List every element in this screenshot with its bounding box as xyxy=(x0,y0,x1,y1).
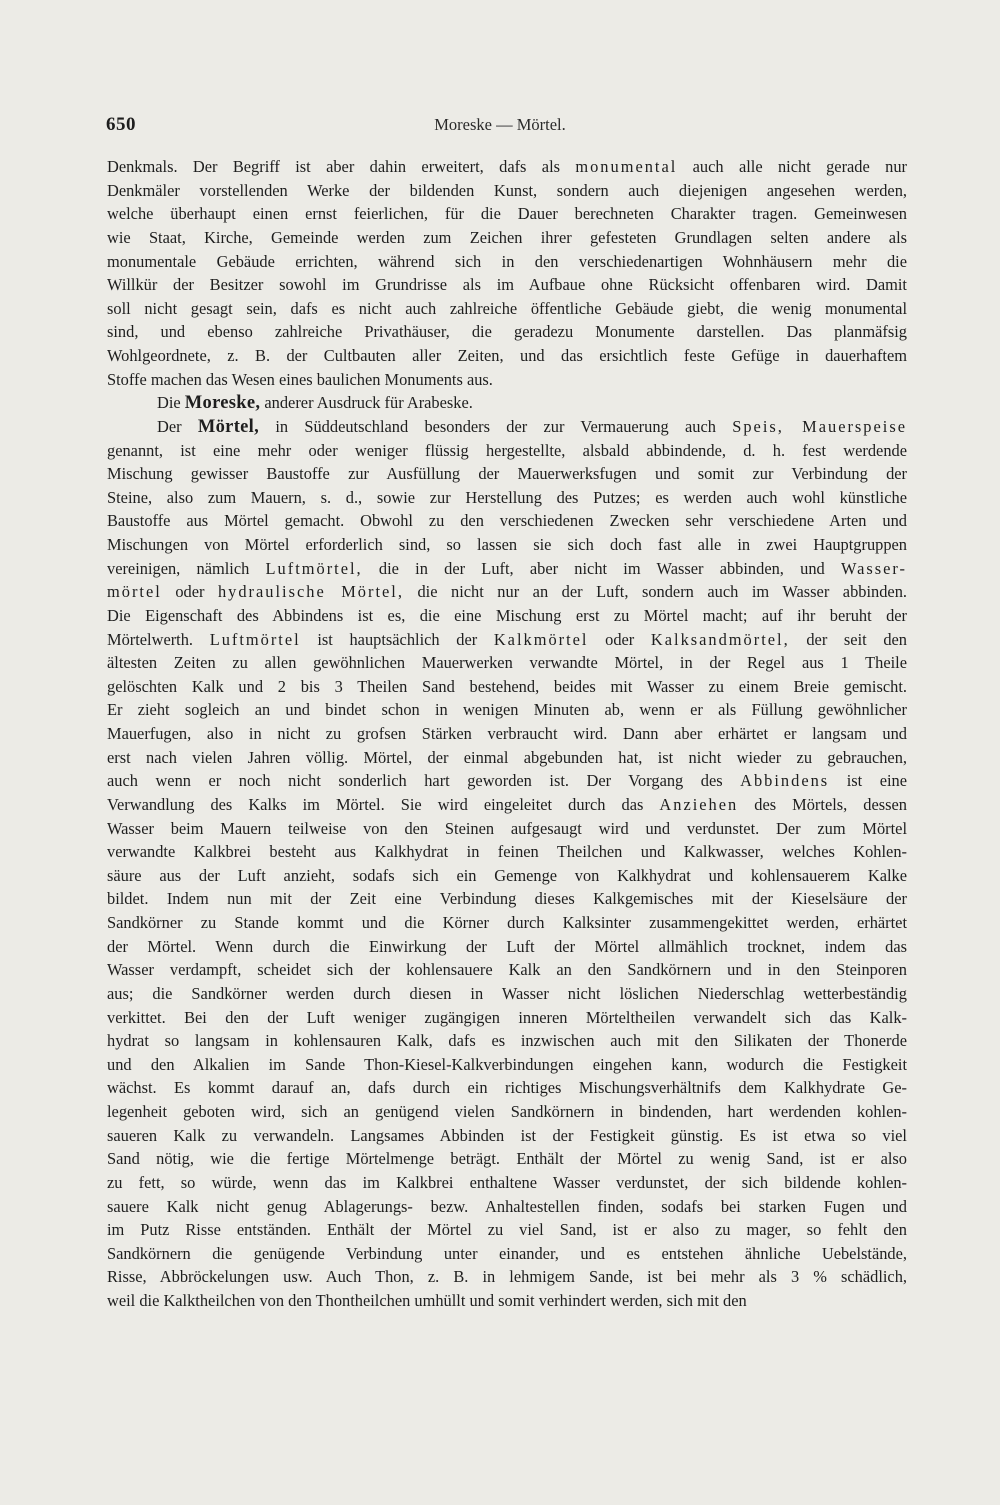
text-line xyxy=(107,651,907,675)
text-segment: die nicht nur an der Luft, sondern auch im Wasser abbinden. xyxy=(403,582,907,602)
text-segment: Wasser- xyxy=(840,558,907,578)
text-line xyxy=(107,1171,907,1195)
text-segment: Sandkörner zu Stande kommt und die Körner durch Kalksinter zusammengekittet werden, erhärtet xyxy=(107,913,907,932)
text-segment: Stoffe machen das Wesen eines baulichen Monuments aus. xyxy=(107,369,493,389)
running-head: Moreske — Mörtel. xyxy=(434,115,566,134)
text-segment: verkittet. Bei den der Luft weniger zugängigen inneren Mörteltheilen verwandelt sich das Kalk- xyxy=(107,1007,907,1027)
text-line xyxy=(107,297,907,321)
text-segment: Luftmörtel, xyxy=(265,558,363,578)
text-segment: Steine, also zum Mauern, s. d., sowie zur Herstellung des Putzes; es werden auch wohl künstliche xyxy=(107,487,907,507)
text-segment: Kalkmörtel xyxy=(493,629,589,649)
text-segment: Mörtel, xyxy=(197,416,260,437)
text-line xyxy=(107,1242,907,1266)
text-line xyxy=(107,793,907,817)
text-segment: Die xyxy=(157,393,185,413)
text-line xyxy=(107,250,907,274)
text-segment: Willkür der Besitzer sowohl im Grundrisse als im Aufbaue ohne Rücksicht offenbaren wird. Damit xyxy=(107,275,907,295)
text-segment: mörtel xyxy=(107,582,162,602)
text-line xyxy=(107,982,907,1006)
text-segment: soll nicht gesagt sein, dafs es nicht auch zahlreiche öffentliche Gebäude giebt, die wenig monumental xyxy=(107,298,907,318)
text-segment: oder xyxy=(161,582,218,602)
text-line xyxy=(107,320,907,344)
text-segment: Mauerfugen, also in nicht zu grofsen Stärken verbraucht wird. Dann aber erhärtet er langsam und xyxy=(107,724,907,743)
text-segment: Luftmörtel xyxy=(209,629,301,649)
text-segment: hydraulische Mörtel, xyxy=(217,582,404,602)
text-segment: saueren Kalk zu verwandeln. Langsames Abbinden ist der Festigkeit günstig. Es ist etwa so viel xyxy=(107,1125,907,1145)
text-segment: und den Alkalien im Sande Thon-Kiesel-Kalkverbindungen eingehen kann, wodurch die Festigkeit xyxy=(107,1054,907,1074)
text-segment: welche überhaupt einen ernst feierlichen, für die Dauer berechneten Charakter tragen. Gemeinwesen xyxy=(107,204,907,224)
text-segment: hydrat so langsam in kohlensauren Kalk, dafs es inzwischen auch mit den Silikaten der Thonerde xyxy=(107,1031,907,1051)
text-line xyxy=(107,533,907,557)
text-segment: monumentale Gebäude errichten, während sich in den verschiedenartigen Wohnhäusern mehr die xyxy=(107,251,907,271)
text-line xyxy=(107,202,907,226)
text-segment: verwandte Kalkbrei besteht aus Kalkhydrat in feinen Theilchen und Kalkwasser, welches Kohlen- xyxy=(107,842,907,862)
text-segment: Wasser verdampft, scheidet sich der kohlensauere Kalk an den Sandkörnern und in den Steinporen xyxy=(107,960,907,980)
text-line xyxy=(107,887,907,911)
text-segment: legenheit geboten wird, sich an genügend vielen Sandkörnern in bindenden, hart werdenden kohlen- xyxy=(107,1102,907,1121)
text-segment: Sand nötig, wie die fertige Mörtelmenge beträgt. Enthält der Mörtel zu wenig Sand, ist er also xyxy=(107,1149,907,1169)
text-segment: monumental xyxy=(575,157,678,176)
text-line xyxy=(107,462,907,486)
text-segment: wächst. Es kommt darauf an, dafs durch ein richtiges Mischungsverhältnifs dem Kalkhydrate Ge- xyxy=(107,1078,907,1098)
text-line xyxy=(107,391,907,415)
text-segment: ist eine xyxy=(829,771,907,791)
text-line xyxy=(107,1147,907,1171)
text-segment: im Putz Risse entständen. Enthält der Mörtel zu viel Sand, ist er also zu mager, so fehlt den xyxy=(107,1220,907,1240)
text-segment: Mischung gewisser Baustoffe zur Ausfüllung der Mauerwerksfugen und somit zur Verbindung der xyxy=(107,464,907,484)
text-segment: Baustoffe aus Mörtel gemacht. Obwohl zu den verschiedenen Zwecken sehr verschiedene Arten und xyxy=(107,511,907,531)
text-line xyxy=(107,1289,907,1313)
text-line xyxy=(107,557,907,581)
text-segment: Die Eigenschaft des Abbindens ist es, die eine Mischung erst zu Mörtel macht; auf ihr beruht der xyxy=(107,605,907,625)
text-segment: vereinigen, nämlich xyxy=(107,558,266,578)
text-line xyxy=(107,1100,907,1124)
text-segment: Sandkörnern die genügende Verbindung unter einander, und es entstehen ähnliche Uebelstände, xyxy=(107,1243,907,1263)
text-line xyxy=(107,628,907,652)
text-line xyxy=(107,1029,907,1053)
text-line xyxy=(107,368,907,392)
text-segment: bildet. Indem nun mit der Zeit eine Verbindung dieses Kalkgemisches mit der Kieselsäure der xyxy=(107,889,907,909)
text-segment: wie Staat, Kirche, Gemeinde werden zum Zeichen ihrer gefesteten Grundlagen selten andere als xyxy=(107,227,907,247)
page-header xyxy=(106,114,894,138)
text-line xyxy=(107,840,907,864)
text-segment: Er zieht sogleich an und bindet schon in wenigen Minuten ab, wenn er als Füllung gewöhnlicher xyxy=(107,700,907,720)
text-line xyxy=(107,580,907,604)
text-segment: der Mörtel. Wenn durch die Einwirkung der Luft der Mörtel allmählich trocknet, indem das xyxy=(107,936,907,956)
text-line xyxy=(107,415,907,439)
text-line xyxy=(107,698,907,722)
text-line xyxy=(107,509,907,533)
text-line xyxy=(107,935,907,959)
page-number: 650 xyxy=(106,114,136,135)
text-line xyxy=(107,675,907,699)
text-segment: Mischungen von Mörtel erforderlich sind, so lassen sie sich doch fast alle in zwei Hauptgruppen xyxy=(107,535,907,554)
text-segment: Moreske, xyxy=(184,393,261,414)
text-line xyxy=(107,1076,907,1100)
text-line xyxy=(107,1218,907,1242)
text-line xyxy=(107,155,907,179)
text-segment: Wasser beim Mauern teilweise von den Steinen aufgesaugt wird und verdunstet. Der zum Mörtel xyxy=(107,818,907,838)
text-line xyxy=(107,1265,907,1289)
text-line xyxy=(107,817,907,841)
text-segment: genannt, ist eine mehr oder weniger flüssig hergestellte, alsbald abbindende, d. h. fest werdende xyxy=(107,440,907,460)
text-line xyxy=(107,769,907,793)
text-segment: Denkmals. Der Begriff ist aber dahin erweitert, dafs als xyxy=(107,157,576,176)
text-line xyxy=(107,911,907,935)
text-segment: die in der Luft, aber nicht im Wasser abbinden, und xyxy=(362,558,841,578)
text-segment: Wohlgeordnete, z. B. der Cultbauten aller Zeiten, und das ersichtlich feste Gefüge in dauerhaftem xyxy=(107,346,907,365)
text-line xyxy=(107,604,907,628)
text-line xyxy=(107,958,907,982)
text-segment: Kalksandmörtel, xyxy=(650,629,790,649)
text-segment: Mörtelwerth. xyxy=(107,629,210,649)
text-segment: in Süddeutschland besonders der zur Vermauerung auch xyxy=(259,416,733,436)
text-segment: anderer Ausdruck für Arabeske. xyxy=(260,393,473,413)
text-segment: weil die Kalktheilchen von den Thontheilchen umhüllt und somit verhindert werden, sich mit den xyxy=(107,1291,747,1310)
text-line xyxy=(107,1195,907,1219)
text-segment: erst nach vielen Jahren völlig. Mörtel, der einmal abgebunden hat, ist nicht wieder zu gebrauchen, xyxy=(107,747,907,767)
text-segment: Verwandlung des Kalks im Mörtel. Sie wird eingeleitet durch das xyxy=(107,794,660,814)
text-segment: aus; die Sandkörner werden durch diesen in Wasser nicht löslichen Niederschlag wetterbeständig xyxy=(107,983,907,1003)
text-segment: Denkmäler vorstellenden Werke der bildenden Kunst, sondern auch diejenigen angesehen werden, xyxy=(107,180,907,200)
text-segment: gelöschten Kalk und 2 bis 3 Theilen Sand bestehend, beides mit Wasser zu einem Breie gemischt. xyxy=(107,676,907,696)
text-segment: säure aus der Luft anzieht, sodafs sich ein Gemenge von Kalkhydrat und kohlensauerem Kalke xyxy=(107,865,907,885)
text-segment: auch wenn er noch nicht sonderlich hart geworden ist. Der Vorgang des xyxy=(107,771,741,791)
text-line xyxy=(107,1006,907,1030)
text-segment: Speis, Mauerspeise xyxy=(732,416,907,436)
text-segment: oder xyxy=(588,629,651,649)
text-line xyxy=(107,746,907,770)
text-segment: sauere Kalk nicht genug Ablagerungs- bezw. Anhaltestellen finden, sodafs bei starken Fugen und xyxy=(107,1196,907,1216)
text-segment: zu fett, so würde, wenn das im Kalkbrei enthaltene Wasser verdunstet, der sich bildende kohlen- xyxy=(107,1172,907,1192)
text-segment: des Mörtels, dessen xyxy=(738,794,907,814)
text-segment: sind, und ebenso zahlreiche Privathäuser, die geradezu Monumente darstellen. Das planmäfsig xyxy=(107,322,907,342)
text-line xyxy=(107,226,907,250)
text-line xyxy=(107,1053,907,1077)
text-line xyxy=(107,273,907,297)
text-line xyxy=(107,344,907,368)
text-line xyxy=(107,1124,907,1148)
text-line xyxy=(107,179,907,203)
text-line xyxy=(107,864,907,888)
body-text xyxy=(107,155,907,1313)
text-line xyxy=(107,439,907,463)
text-segment: ist hauptsächlich der xyxy=(300,629,494,649)
text-segment: auch alle nicht gerade nur xyxy=(677,157,907,176)
text-segment: Anziehen xyxy=(659,794,739,814)
text-segment: Risse, Abbröckelungen usw. Auch Thon, z. B. in lehmigem Sande, ist bei mehr als 3 % schädlich, xyxy=(107,1267,907,1287)
text-segment: Abbindens xyxy=(740,771,830,791)
text-line xyxy=(107,486,907,510)
text-segment: der seit den xyxy=(789,629,907,649)
text-segment: ältesten Zeiten zu allen gewöhnlichen Mauerwerken verwandte Mörtel, in der Regel aus 1 Theile xyxy=(107,653,907,673)
text-line xyxy=(107,722,907,746)
text-segment: Der xyxy=(157,416,198,436)
